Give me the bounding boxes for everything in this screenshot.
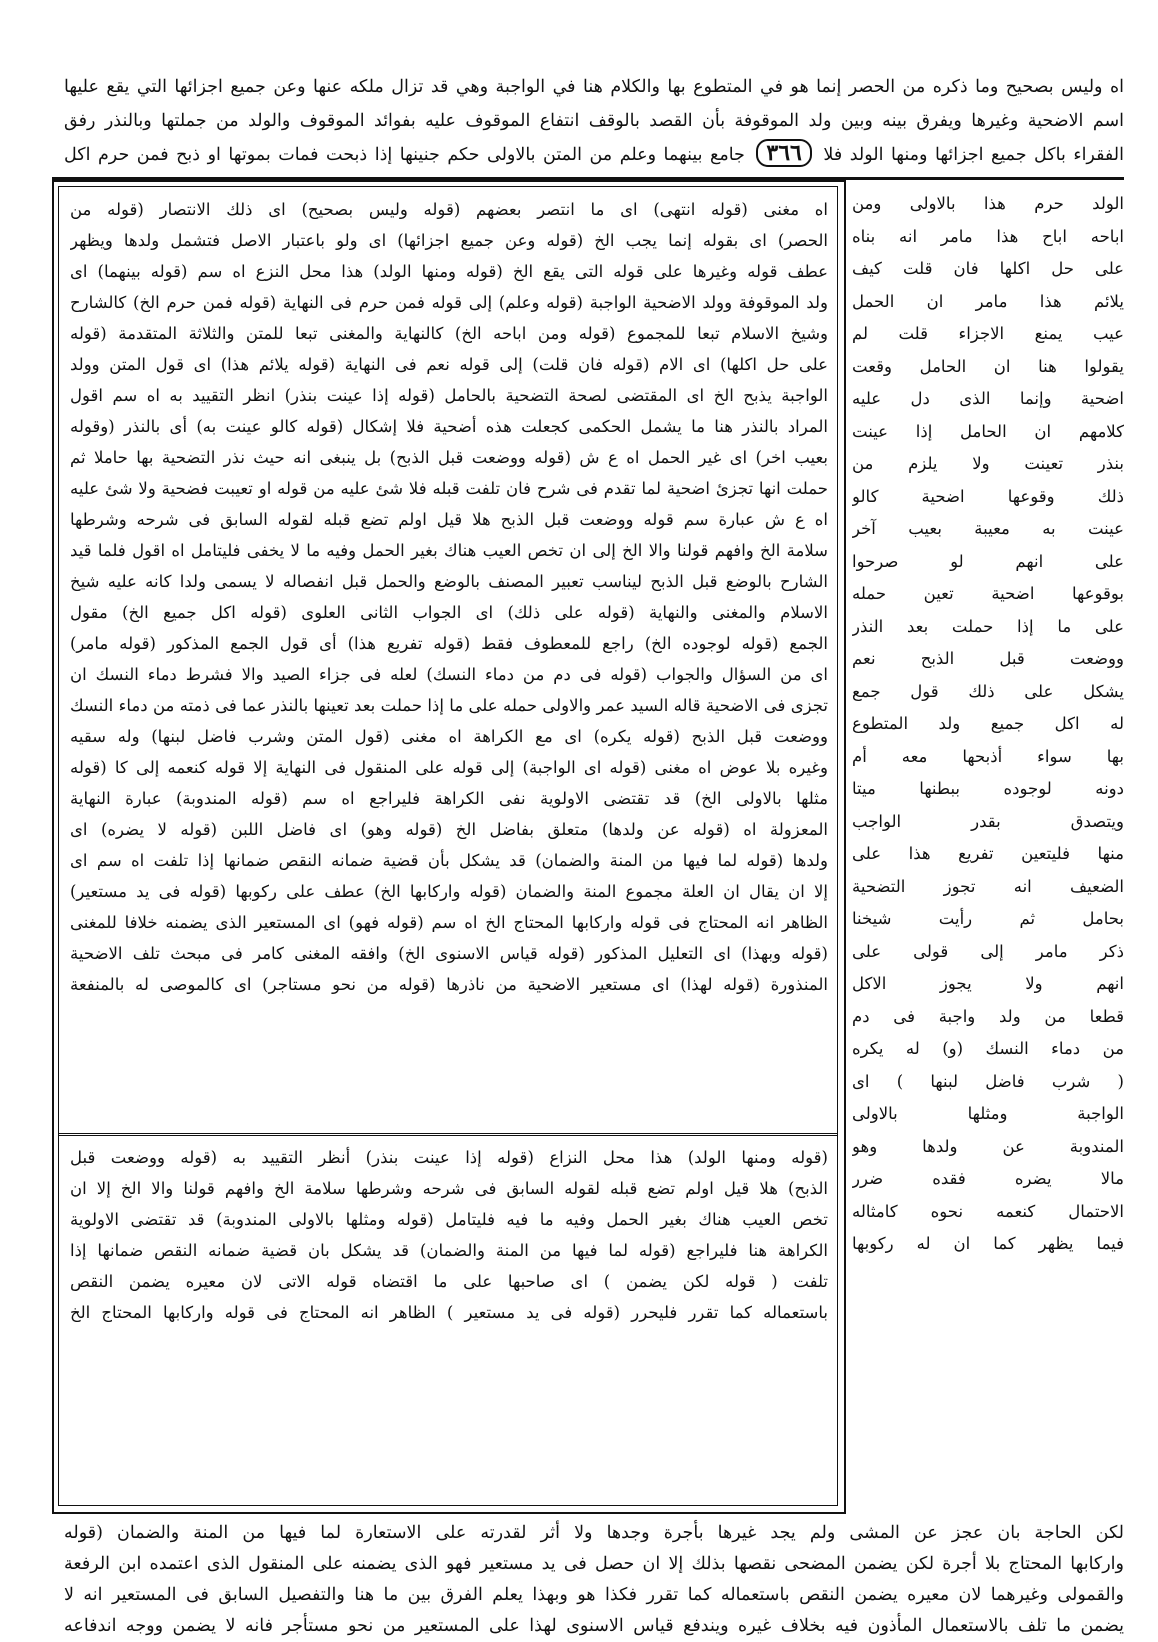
- side-column-line: ووضعت قبل الذبح نعم: [852, 649, 1124, 668]
- top-text-line: اه وليس بصحيح وما ذكره من الحصر إنما هو في المتطوع بها والكلام هنا في الواجبة وهي قد تزال ملكه عنها وعن جميع اجزائها التي يقع عليها: [64, 77, 1124, 97]
- lower-note-line: (قوله ومنها الولد) هذا محل النزاع (قوله إذا عينت بنذر) أنظر التقييد به (قوله ووضعت قبل: [70, 1148, 828, 1167]
- side-column-line: الاحتمال كنعمه نحوه كامثاله: [852, 1201, 1124, 1221]
- top-text-segment: جامع بينهما وعلم من المتن بالاولى حكم جنينها إذا ذبحت فمات بموتها او ذبح فمن حرم اكل: [64, 145, 745, 165]
- commentary-line: الظاهر انه المحتاج فى قوله واركابها المحتاج الخ اه سم (قوله فهو) اى المستعير الذى يضمنه خلافا للمغنى: [70, 913, 828, 932]
- commentary-line: عطف قوله وغيرها على قوله التى يقع الخ (قوله ومنها الولد) هذا محل النزع اه سم (قوله بينهما) اى: [70, 262, 828, 281]
- side-column-line: ويتصدق بقدر الواجب: [852, 811, 1124, 831]
- side-column: [852, 188, 1124, 1261]
- side-column-line: بها سواء أذبحها معه أم: [852, 746, 1124, 766]
- commentary-divider: [58, 1133, 838, 1136]
- commentary-line: ووضعت قبل الذبح (قوله يكره) اى مع الكراهة اه مغنى (قول المتن وشرب فاضل لبنها) وله سقيه: [70, 727, 828, 746]
- bottom-text-line: لكن الحاجة بان عجز عن المشى ولم يجد غيرها بأجرة وجدها ولا أثر لقدرته على الاستعارة لما فيها من المنة والضمان (قوله: [64, 1523, 1124, 1543]
- commentary-line: المنذورة (قوله لهذا) اى مستعير الاضحية من ناذرها (قوله من نحو مستاجر) اى كالموصى له بالمنفعة: [70, 975, 828, 994]
- lower-note: [70, 1142, 828, 1328]
- side-column-line: فيما يظهر كما ان له ركوبها: [852, 1234, 1124, 1253]
- bottom-text-line: يضمن ما تلف بالاستعمال المأذون فيه بخلاف غيره ويندفع قياس الاسنوى لهذا على المستعير من نحو مستأجر فانه لا يضمن ووجه اندفاعه: [64, 1616, 1124, 1636]
- side-column-line: يقولوا هنا ان الحامل وقعت: [852, 356, 1124, 376]
- lower-note-line: تلفت ( قوله لكن يضمن ) اى صاحبها على ما اقتضاه قوله الاتى لان معيره يضمن النقص: [70, 1272, 828, 1291]
- commentary-line: حملت انها تجزئ اضحية لما تقدم فى شرح فان تلفت قبله فلا شئ عليه من قوله او تعيبت فضحية ولا شئ عليه: [70, 479, 828, 498]
- side-column-line: على ما إذا حملت بعد النذر: [852, 616, 1124, 636]
- commentary-line: الشارح بالوضع قبل الذبح ليناسب تعبير المصنف بالوضع والحمل قبل انفصاله لا يسمى ولدا كانه عليه شيخ: [70, 572, 828, 591]
- side-column-line: من دماء النسك (و) له يكره: [852, 1039, 1124, 1058]
- side-column-line: له اكل جميع ولد المتطوع: [852, 714, 1124, 733]
- side-column-line: ذكر مامر إلى قولى على: [852, 941, 1124, 961]
- side-column-line: منها فليتعين تفريع هذا على: [852, 844, 1124, 863]
- commentary-line: على حل اكلها) اى الام (قوله فان قلت) إلى قوله نعم فى النهاية (قوله يلائم هذا) اى قول المتن وولد: [70, 355, 828, 374]
- top-text-block: [64, 70, 1124, 172]
- side-column-line: بوقوعها اضحية تعين حمله: [852, 584, 1124, 603]
- commentary-line: الجمع (قوله لوجوده الخ) راجع للمعطوف فقط (قوله تفريع هذا) أى قول الجمع المذكور (قوله مامر): [70, 634, 828, 653]
- top-text-line: اسم الاضحية وغيرها ويفرق بينه وبين ولد الموقوفة بأن القصد بالوقف انتفاع الموقوف عليه بفوائد الموقوف والولد من جملتها وبالنذر رفق: [64, 111, 1124, 131]
- side-column-line: بحامل ثم رأيت شيخنا: [852, 909, 1124, 928]
- lower-note-line: الذبح) هلا قيل اولم تضع قبله لقوله السابق فى شرحه وشرطها سلامة الخ وافهم قولنا والا الخ إلا ان: [70, 1179, 828, 1198]
- commentary-line: الواجبة يذبح الخ اى المقتضى لصحة التضحية بالحامل (قوله إذا عينت بنذر) انظر التقييد به اه سم اقول: [70, 386, 828, 405]
- main-commentary: [70, 194, 828, 1000]
- commentary-line: (قوله وبهذا) اى التعليل المذكور (قوله قياس الاسنوى الخ) وافقه المغنى كامر فى مبحث تلف الاضحية: [70, 944, 828, 963]
- commentary-line: تجزى فى الاضحية قاله السيد عمر والاولى حمله على ما إذا حملت بعد تعينها بالنذر عما فى ذمته من دماء النسك: [70, 696, 828, 715]
- commentary-line: اه مغنى (قوله انتهى) اى ما انتصر بعضهم (قوله وليس بصحيح) اى ذلك الانتصار (قوله من: [70, 200, 828, 219]
- side-column-line: دونه لوجوده ببطنها ميتا: [852, 779, 1124, 798]
- lower-note-line: تخص العيب هناك بغير الحمل وفيه ما فيه فليتامل (قوله ومثلها بالاولى المندوبة) قد تقتضى الاولوية: [70, 1210, 828, 1229]
- commentary-line: المعزولة اه (قوله عن ولدها) متعلق بفاضل الخ (قوله وهو) اى فاضل اللبن (قوله لا يضره) اى: [70, 820, 828, 839]
- commentary-line: الحصر) اى بقوله إنما يجب الخ (قوله وعن جميع اجزائها) اى ولو باعتبار الاصل فتشمل ولدها ويظهر: [70, 231, 828, 250]
- bottom-text-line: والقمولى وغيرهما لان معيره يضمن النقص باستعماله كما تقرر فكذا هو وبهذا يعلم الفرق بين ما هنا والتفصيل السابق فى المستعير انه لا: [64, 1585, 1124, 1605]
- side-column-line: عينت به معيبة بعيب آخر: [852, 519, 1124, 538]
- commentary-line: بعيب اخر) اى غير الحمل اه ع ش (قوله ووضعت قبل الذبح) بل ينبغى انه حيث نذر التضحية بها حاملا ثم: [70, 448, 828, 467]
- side-column-line: عيب يمنع الاجزاء قلت لم: [852, 324, 1124, 343]
- commentary-line: المراد بالنذر هنا ما يشمل الحكمى كجعلت هذه أضحية فلا إشكال (قوله كالو عينت به) أى بالنذر (وقوله: [70, 417, 828, 436]
- side-column-line: قطعا من ولد واجبة فى دم: [852, 1006, 1124, 1026]
- page-number: ٣٦٦: [756, 139, 811, 167]
- side-column-line: الضعيف انه تجوز التضحية: [852, 876, 1124, 896]
- side-column-line: يلائم هذا مامر ان الحمل: [852, 291, 1124, 311]
- commentary-line: الاسلام والمغنى والنهاية (قوله على ذلك) اى الجواب الثانى العلوى (قوله اكل جميع الخ) مقول: [70, 603, 828, 622]
- side-column-line: على حل اكلها فان قلت كيف: [852, 259, 1124, 278]
- side-column-line: الواجبة ومثلها بالاولى: [852, 1104, 1124, 1123]
- lower-note-line: باستعماله كما تقرر فليحرر (قوله فى يد مستعير ) الظاهر انه المحتاج فى قوله واركابها المحتاج الخ: [70, 1303, 828, 1322]
- side-column-line: بنذر تعينت ولا يلزم من: [852, 454, 1124, 473]
- side-column-line: ذلك وقوعها اضحية كالو: [852, 486, 1124, 506]
- commentary-line: ولدها (قوله لما فيها من المنة والضمان) قد يشكل بأن قضية ضمانه النقص ضمانها إذا تلفت اه سم اى: [70, 851, 828, 870]
- side-column-line: المندوبة عن ولدها وهو: [852, 1136, 1124, 1156]
- bottom-text-line: واركابها المحتاج بلا أجرة لكن يضمن المضحى نقصها بذلك إلا ان حصل فى يد مستعير فهو الذى يضمنه على المنقول الذى اعتمده ابن الرفعة: [64, 1554, 1124, 1574]
- top-text-line: [64, 138, 1124, 172]
- side-column-line: يشكل على ذلك قول جمع: [852, 681, 1124, 701]
- bottom-text-block: [64, 1518, 1124, 1642]
- side-column-line: على انهم لو صرحوا: [852, 551, 1124, 571]
- side-column-line: مالا يضره فقده ضرر: [852, 1169, 1124, 1188]
- commentary-line: مثلها بالاولى الخ) قد تقتضى الاولوية نفى الكراهة فليراجع اه سم (قوله المندوبة) عبارة النهاية: [70, 789, 828, 808]
- commentary-line: سلامة الخ وافهم قولنا والا الخ إلى ان تخص العيب هناك بغير الحمل وفيه ما لا يخفى فليتامل اه اقول فلما قيد: [70, 541, 828, 560]
- side-column-line: الولد حرم هذا بالاولى ومن: [852, 194, 1124, 213]
- side-column-line: اضحية وإنما الذى دل عليه: [852, 389, 1124, 408]
- commentary-line: اه ع ش عبارة سم قوله ووضعت قبل الذبح هلا قيل اولم تضع قبله لقوله السابق فى شرحه وشرطها: [70, 510, 828, 529]
- commentary-line: ولد الموقوفة وولد الاضحية الواجبة (قوله وعلم) إلى قوله فمن حرم فى النهاية (قوله فمن حرم الخ) كالشارح: [70, 293, 828, 312]
- side-column-line: كلامهم ان الحامل إذا عينت: [852, 421, 1124, 441]
- commentary-line: اى من السؤال والجواب (قوله فى دم من دماء النسك) لعله فى جزاء الصيد والا فشرط دماء النسك ان: [70, 665, 828, 684]
- commentary-line: وغيره بلا عوض اه مغنى (قوله اى الواجبة) إلى قوله على المنقول فى النهاية إلا قوله كنعمه إلى كا (قوله: [70, 758, 828, 777]
- commentary-line: إلا ان يقال ان العلة مجموع المنة والضمان (قوله واركابها الخ) عطف على ركوبها (قوله فى يد مستعير): [70, 882, 828, 901]
- lower-note-line: الكراهة هنا فليراجع (قوله لما فيها من المنة والضمان) قد يشكل بان قضية ضمانه النقص ضمانها إذا: [70, 1241, 828, 1260]
- side-column-line: انهم ولا يجوز الاكل: [852, 974, 1124, 993]
- top-text-segment: الفقراء باكل جميع اجزائها ومنها الولد فلا: [823, 145, 1124, 165]
- side-column-line: اباحه اباح هذا مامر انه بناه: [852, 226, 1124, 246]
- commentary-line: وشيخ الاسلام تبعا للمجموع (قوله ومن اباحه الخ) كالنهاية والمغنى تبعا للمتن والثلاثة المتقدمة (قوله: [70, 324, 828, 343]
- side-column-line: ( شرب فاضل لبنها ) اى: [852, 1071, 1124, 1091]
